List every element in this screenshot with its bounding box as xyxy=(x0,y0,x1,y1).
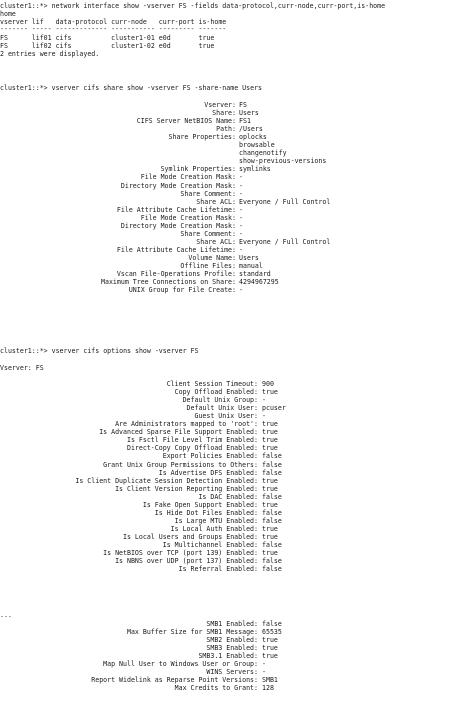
field-value: - xyxy=(239,189,243,198)
field-value: manual xyxy=(239,262,263,270)
field-label: Volume Name: xyxy=(188,253,236,262)
field-value: true xyxy=(262,388,278,397)
field-value: false xyxy=(262,468,282,477)
field-row xyxy=(0,501,474,509)
field-value: browsable xyxy=(239,141,275,150)
field-label: Symlink Properties: xyxy=(160,165,236,174)
field-value: changenotify xyxy=(239,149,287,158)
field-value: 128 xyxy=(262,684,274,693)
field-label: Is Large MTU Enabled: xyxy=(174,516,258,525)
field-value: Everyone / Full Control xyxy=(239,197,331,206)
field-label: WINS Servers: xyxy=(206,668,258,677)
field-value: pcuser xyxy=(262,404,286,413)
table-header: vserver lif data-protocol curr-node curr-port is-home xyxy=(0,18,227,26)
field-label: CIFS Server NetBIOS Name: xyxy=(136,117,236,126)
field-row xyxy=(0,461,474,469)
field-row xyxy=(0,452,474,460)
entries-summary: 2 entries were displayed. xyxy=(0,50,100,58)
field-row xyxy=(0,404,474,412)
field-label: SMB3 Enabled: xyxy=(206,644,258,653)
field-row xyxy=(0,541,474,549)
field-label: Share ACL: xyxy=(196,237,236,246)
field-value: true xyxy=(262,444,278,453)
field-label: Default Unix Group: xyxy=(182,396,258,405)
field-row xyxy=(0,469,474,477)
field-value: true xyxy=(262,500,278,509)
field-label: Is Advertise DFS Enabled: xyxy=(158,468,258,477)
field-label: Grant Unix Group Permissions to Others: xyxy=(103,460,258,469)
field-label: Max Buffer Size for SMB1 Message: xyxy=(126,628,258,637)
field-row xyxy=(0,444,474,452)
field-label: Map Null User to Windows User or Group: xyxy=(103,660,258,669)
field-row xyxy=(0,485,474,493)
field-label: Path: xyxy=(216,125,236,134)
field-row xyxy=(0,141,474,149)
field-label: SMB3.1 Enabled: xyxy=(198,652,258,661)
field-row xyxy=(0,380,474,388)
field-label: Direct-Copy Copy Offload Enabled: xyxy=(126,444,258,453)
field-value: standard xyxy=(239,270,271,279)
field-value: - xyxy=(239,245,243,254)
field-label: Is Fsctl File Level Trim Enabled: xyxy=(126,436,258,445)
field-label: Share: xyxy=(212,109,236,118)
field-row xyxy=(0,190,474,198)
field-row xyxy=(0,149,474,157)
table-row: FS lif01 cifs cluster1-01 e0d true xyxy=(0,34,215,42)
field-row xyxy=(0,109,474,117)
output-ellipsis: ... xyxy=(0,611,12,619)
field-label: Client Session Timeout: xyxy=(166,380,258,388)
field-row xyxy=(0,388,474,396)
field-row xyxy=(0,173,474,181)
field-value: FS1 xyxy=(239,117,251,126)
field-value: true xyxy=(262,549,278,558)
field-label: Is Advanced Sparse File Support Enabled: xyxy=(99,428,258,437)
field-row xyxy=(0,278,474,286)
field-row xyxy=(0,477,474,485)
command-prompt-line: cluster1::*> vserver cifs share show -vserver FS -share-name Users xyxy=(0,84,263,92)
field-value: true xyxy=(262,644,278,653)
field-row xyxy=(0,676,474,684)
field-row xyxy=(0,214,474,222)
field-row xyxy=(0,412,474,420)
field-label: Is DAC Enabled: xyxy=(198,492,258,501)
field-label: Guest Unix User: xyxy=(194,412,258,421)
field-row xyxy=(0,668,474,676)
field-label: Is NBNS over UDP (port 137) Enabled: xyxy=(115,557,258,566)
field-value: false xyxy=(262,516,282,525)
field-value: true xyxy=(262,428,278,437)
field-row xyxy=(0,420,474,428)
field-row xyxy=(0,254,474,262)
field-row xyxy=(0,198,474,206)
field-label: File Mode Creation Mask: xyxy=(140,213,236,222)
field-value: - xyxy=(262,396,266,405)
field-label: Offline Files: xyxy=(180,262,236,270)
field-value: true xyxy=(262,532,278,541)
field-label: Share Properties: xyxy=(168,133,236,142)
field-row xyxy=(0,182,474,190)
field-value: true xyxy=(262,652,278,661)
field-label: Max Credits to Grant: xyxy=(174,684,258,693)
command-prompt-line: cluster1::*> vserver cifs options show -vserver FS xyxy=(0,347,199,355)
field-value: false xyxy=(262,508,282,517)
field-row xyxy=(0,636,474,644)
field-value: Users xyxy=(239,253,259,262)
field-value: true xyxy=(262,636,278,645)
vserver-line: Vserver: FS xyxy=(0,364,44,372)
field-value: - xyxy=(239,229,243,238)
field-row xyxy=(0,533,474,541)
field-label: Share Comment: xyxy=(180,229,236,238)
field-row xyxy=(0,684,474,692)
field-label: File Mode Creation Mask: xyxy=(140,173,236,182)
field-row xyxy=(0,133,474,141)
field-row xyxy=(0,286,474,294)
field-label: File Attribute Cache Lifetime: xyxy=(116,245,236,254)
field-label: Is Client Version Reporting Enabled: xyxy=(115,484,258,493)
field-label: Share ACL: xyxy=(196,197,236,206)
field-label: Report Widelink as Reparse Point Versions: xyxy=(91,676,258,685)
field-row xyxy=(0,246,474,254)
field-label: Is Client Duplicate Session Detection Enabled: xyxy=(75,476,258,485)
field-value: false xyxy=(262,541,282,549)
field-value: false xyxy=(262,492,282,501)
field-value: - xyxy=(239,221,243,230)
field-label: UNIX Group for File Create: xyxy=(128,286,236,295)
field-value: false xyxy=(262,565,282,574)
field-row xyxy=(0,230,474,238)
field-row xyxy=(0,493,474,501)
field-label: Is NetBIOS over TCP (port 139) Enabled: xyxy=(103,549,258,558)
field-value: true xyxy=(262,436,278,445)
field-value: - xyxy=(239,181,243,190)
field-row xyxy=(0,517,474,525)
field-label: Share Comment: xyxy=(180,189,236,198)
field-row xyxy=(0,652,474,660)
field-label: Copy Offload Enabled: xyxy=(174,388,258,397)
field-value: true xyxy=(262,524,278,533)
field-label: Is Multichannel Enabled: xyxy=(162,541,258,549)
field-row xyxy=(0,117,474,125)
field-value: - xyxy=(262,412,266,421)
field-value: Users xyxy=(239,109,259,118)
field-value: oplocks xyxy=(239,133,267,142)
table-row: FS lif02 cifs cluster1-02 e0d true xyxy=(0,42,215,50)
field-value: false xyxy=(262,460,282,469)
field-label: Default Unix User: xyxy=(186,404,258,413)
field-label: Export Policies Enabled: xyxy=(162,452,258,461)
field-label: Maximum Tree Connections on Share: xyxy=(101,278,236,287)
field-label: Is Local Users and Groups Enabled: xyxy=(123,532,258,541)
field-label: Is Referral Enabled: xyxy=(178,565,258,574)
field-label: SMB1 Enabled: xyxy=(206,620,258,628)
field-value: false xyxy=(262,620,282,628)
field-label: SMB2 Enabled: xyxy=(206,636,258,645)
field-row xyxy=(0,262,474,270)
field-row xyxy=(0,557,474,565)
field-row xyxy=(0,660,474,668)
field-row xyxy=(0,222,474,230)
field-label: Are Administrators mapped to 'root': xyxy=(115,420,258,429)
field-row xyxy=(0,206,474,214)
field-value: - xyxy=(239,205,243,214)
field-row xyxy=(0,525,474,533)
field-row xyxy=(0,238,474,246)
field-label: Vscan File-Operations Profile: xyxy=(116,270,236,279)
field-label: Directory Mode Creation Mask: xyxy=(120,221,236,230)
field-label: Is Local Auth Enabled: xyxy=(170,524,258,533)
field-value: SMB1 xyxy=(262,676,278,685)
field-row xyxy=(0,101,474,109)
field-row xyxy=(0,644,474,652)
field-value: true xyxy=(262,476,278,485)
field-value: - xyxy=(262,668,266,677)
field-row xyxy=(0,620,474,628)
field-value: Everyone / Full Control xyxy=(239,237,331,246)
field-value: - xyxy=(239,213,243,222)
field-row xyxy=(0,428,474,436)
field-value: - xyxy=(262,660,266,669)
field-value: 900 xyxy=(262,380,274,388)
field-value: symlinks xyxy=(239,165,271,174)
field-row xyxy=(0,628,474,636)
field-row xyxy=(0,549,474,557)
field-value: 65535 xyxy=(262,628,282,637)
command-prompt-line: cluster1::*> network interface show -vserver FS -fields data-protocol,curr-node,curr-port,is-home xyxy=(0,2,386,10)
field-value: true xyxy=(262,420,278,429)
command-prompt-wrap: home xyxy=(0,10,16,18)
field-label: Vserver: xyxy=(204,101,236,109)
field-label: File Attribute Cache Lifetime: xyxy=(116,205,236,214)
field-row xyxy=(0,157,474,165)
field-value: true xyxy=(262,484,278,493)
field-value: false xyxy=(262,452,282,461)
field-row xyxy=(0,396,474,404)
field-row xyxy=(0,270,474,278)
field-row xyxy=(0,165,474,173)
field-value: 4294967295 xyxy=(239,278,279,287)
field-row xyxy=(0,436,474,444)
field-label: Is Hide Dot Files Enabled: xyxy=(154,508,258,517)
field-label: Is Fake Open Support Enabled: xyxy=(142,500,258,509)
table-divider: ------- ----- ------------- ----------- --------- ------- xyxy=(0,25,227,33)
field-value: FS xyxy=(239,101,247,109)
field-value: - xyxy=(239,286,243,295)
field-value: show-previous-versions xyxy=(239,157,327,166)
field-value: /Users xyxy=(239,125,263,134)
field-row xyxy=(0,509,474,517)
field-value: false xyxy=(262,557,282,566)
field-label: Directory Mode Creation Mask: xyxy=(120,181,236,190)
field-value: - xyxy=(239,173,243,182)
field-row xyxy=(0,125,474,133)
field-row xyxy=(0,565,474,573)
